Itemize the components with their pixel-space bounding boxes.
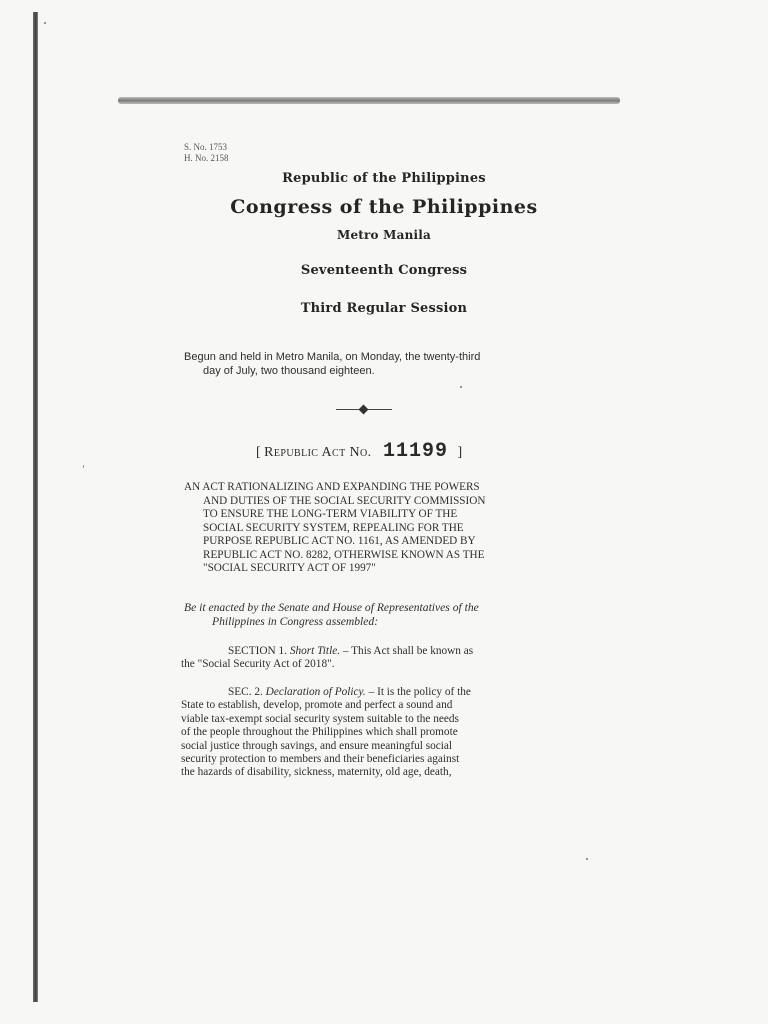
section-2-text: – It is the policy of the [365,686,471,698]
scan-speck [44,22,46,24]
act-title-line: "SOCIAL SECURITY ACT OF 1997" [203,562,376,574]
begun-line-1: Begun and held in Metro Manila, on Monday, the twenty-third [184,351,481,363]
section-1-line: the "Social Security Act of 2018". [181,658,335,671]
act-label: Republic Act No. [264,445,372,460]
section-1-heading: Short Title. [289,645,341,657]
act-title-line: AN ACT RATIONALIZING AND EXPANDING THE POWERS [184,481,480,493]
divider-ornament [336,405,392,415]
section-1 [181,645,549,672]
section-2-line: social justice through savings, and ensure meaningful social [181,739,453,752]
act-title-line: PURPOSE REPUBLIC ACT NO. 1161, AS AMENDED BY [203,535,476,547]
act-number: 11199 [383,440,449,463]
scan-speck [83,465,84,468]
act-title [184,481,548,576]
section-2-line: the hazards of disability, sickness, maternity, old age, death, [181,766,452,779]
section-2-line: security protection to members and their beneficiaries against [181,753,460,766]
bracket-open: [ [256,445,261,460]
section-2-heading: Declaration of Policy. [265,686,366,698]
senate-bill-number: S. No. 1753 [184,142,228,152]
act-title-line: SOCIAL SECURITY SYSTEM, REPEALING FOR THE [203,521,464,534]
section-2 [181,686,549,780]
diamond-icon [359,405,369,415]
begun-statement [184,350,554,378]
section-2-line: of the people throughout the Philippines which shall promote [181,726,458,739]
section-1-label: SECTION 1. [228,645,287,657]
top-rule [118,97,620,104]
begun-line-2: day of July, two thousand eighteen. [203,365,375,377]
scan-speck [460,386,462,388]
scan-binding-edge [33,12,38,1002]
header-congress: Congress of the Philippines [230,196,538,218]
section-2-line: State to establish, develop, promote and perfect a sound and [181,699,453,712]
act-title-line: TO ENSURE THE LONG-TERM VIABILITY OF THE [203,508,458,520]
bracket-close: ] [457,445,463,460]
act-heading [256,440,462,463]
section-2-line: viable tax-exempt social security system suitable to the needs [181,712,459,725]
section-2-label: SEC. 2. [228,686,263,698]
enacting-clause [184,601,554,629]
enacting-line: Philippines in Congress assembled: [212,615,379,628]
scan-speck [586,858,588,860]
act-title-line: AND DUTIES OF THE SOCIAL SECURITY COMMISSION [203,494,486,507]
bill-numbers [184,142,229,164]
section-1-text: – This Act shall be known as [340,645,474,657]
header-congress-number: Seventeenth Congress [300,263,468,278]
enacting-line: Be it enacted by the Senate and House of Representatives of the [184,601,479,614]
act-title-line: REPUBLIC ACT NO. 8282, OTHERWISE KNOWN AS THE [203,548,485,561]
header-republic: Republic of the Philippines [282,171,486,186]
header-metro: Metro Manila [336,228,432,242]
house-bill-number: H. No. 2158 [184,153,229,163]
header-session: Third Regular Session [300,301,468,316]
